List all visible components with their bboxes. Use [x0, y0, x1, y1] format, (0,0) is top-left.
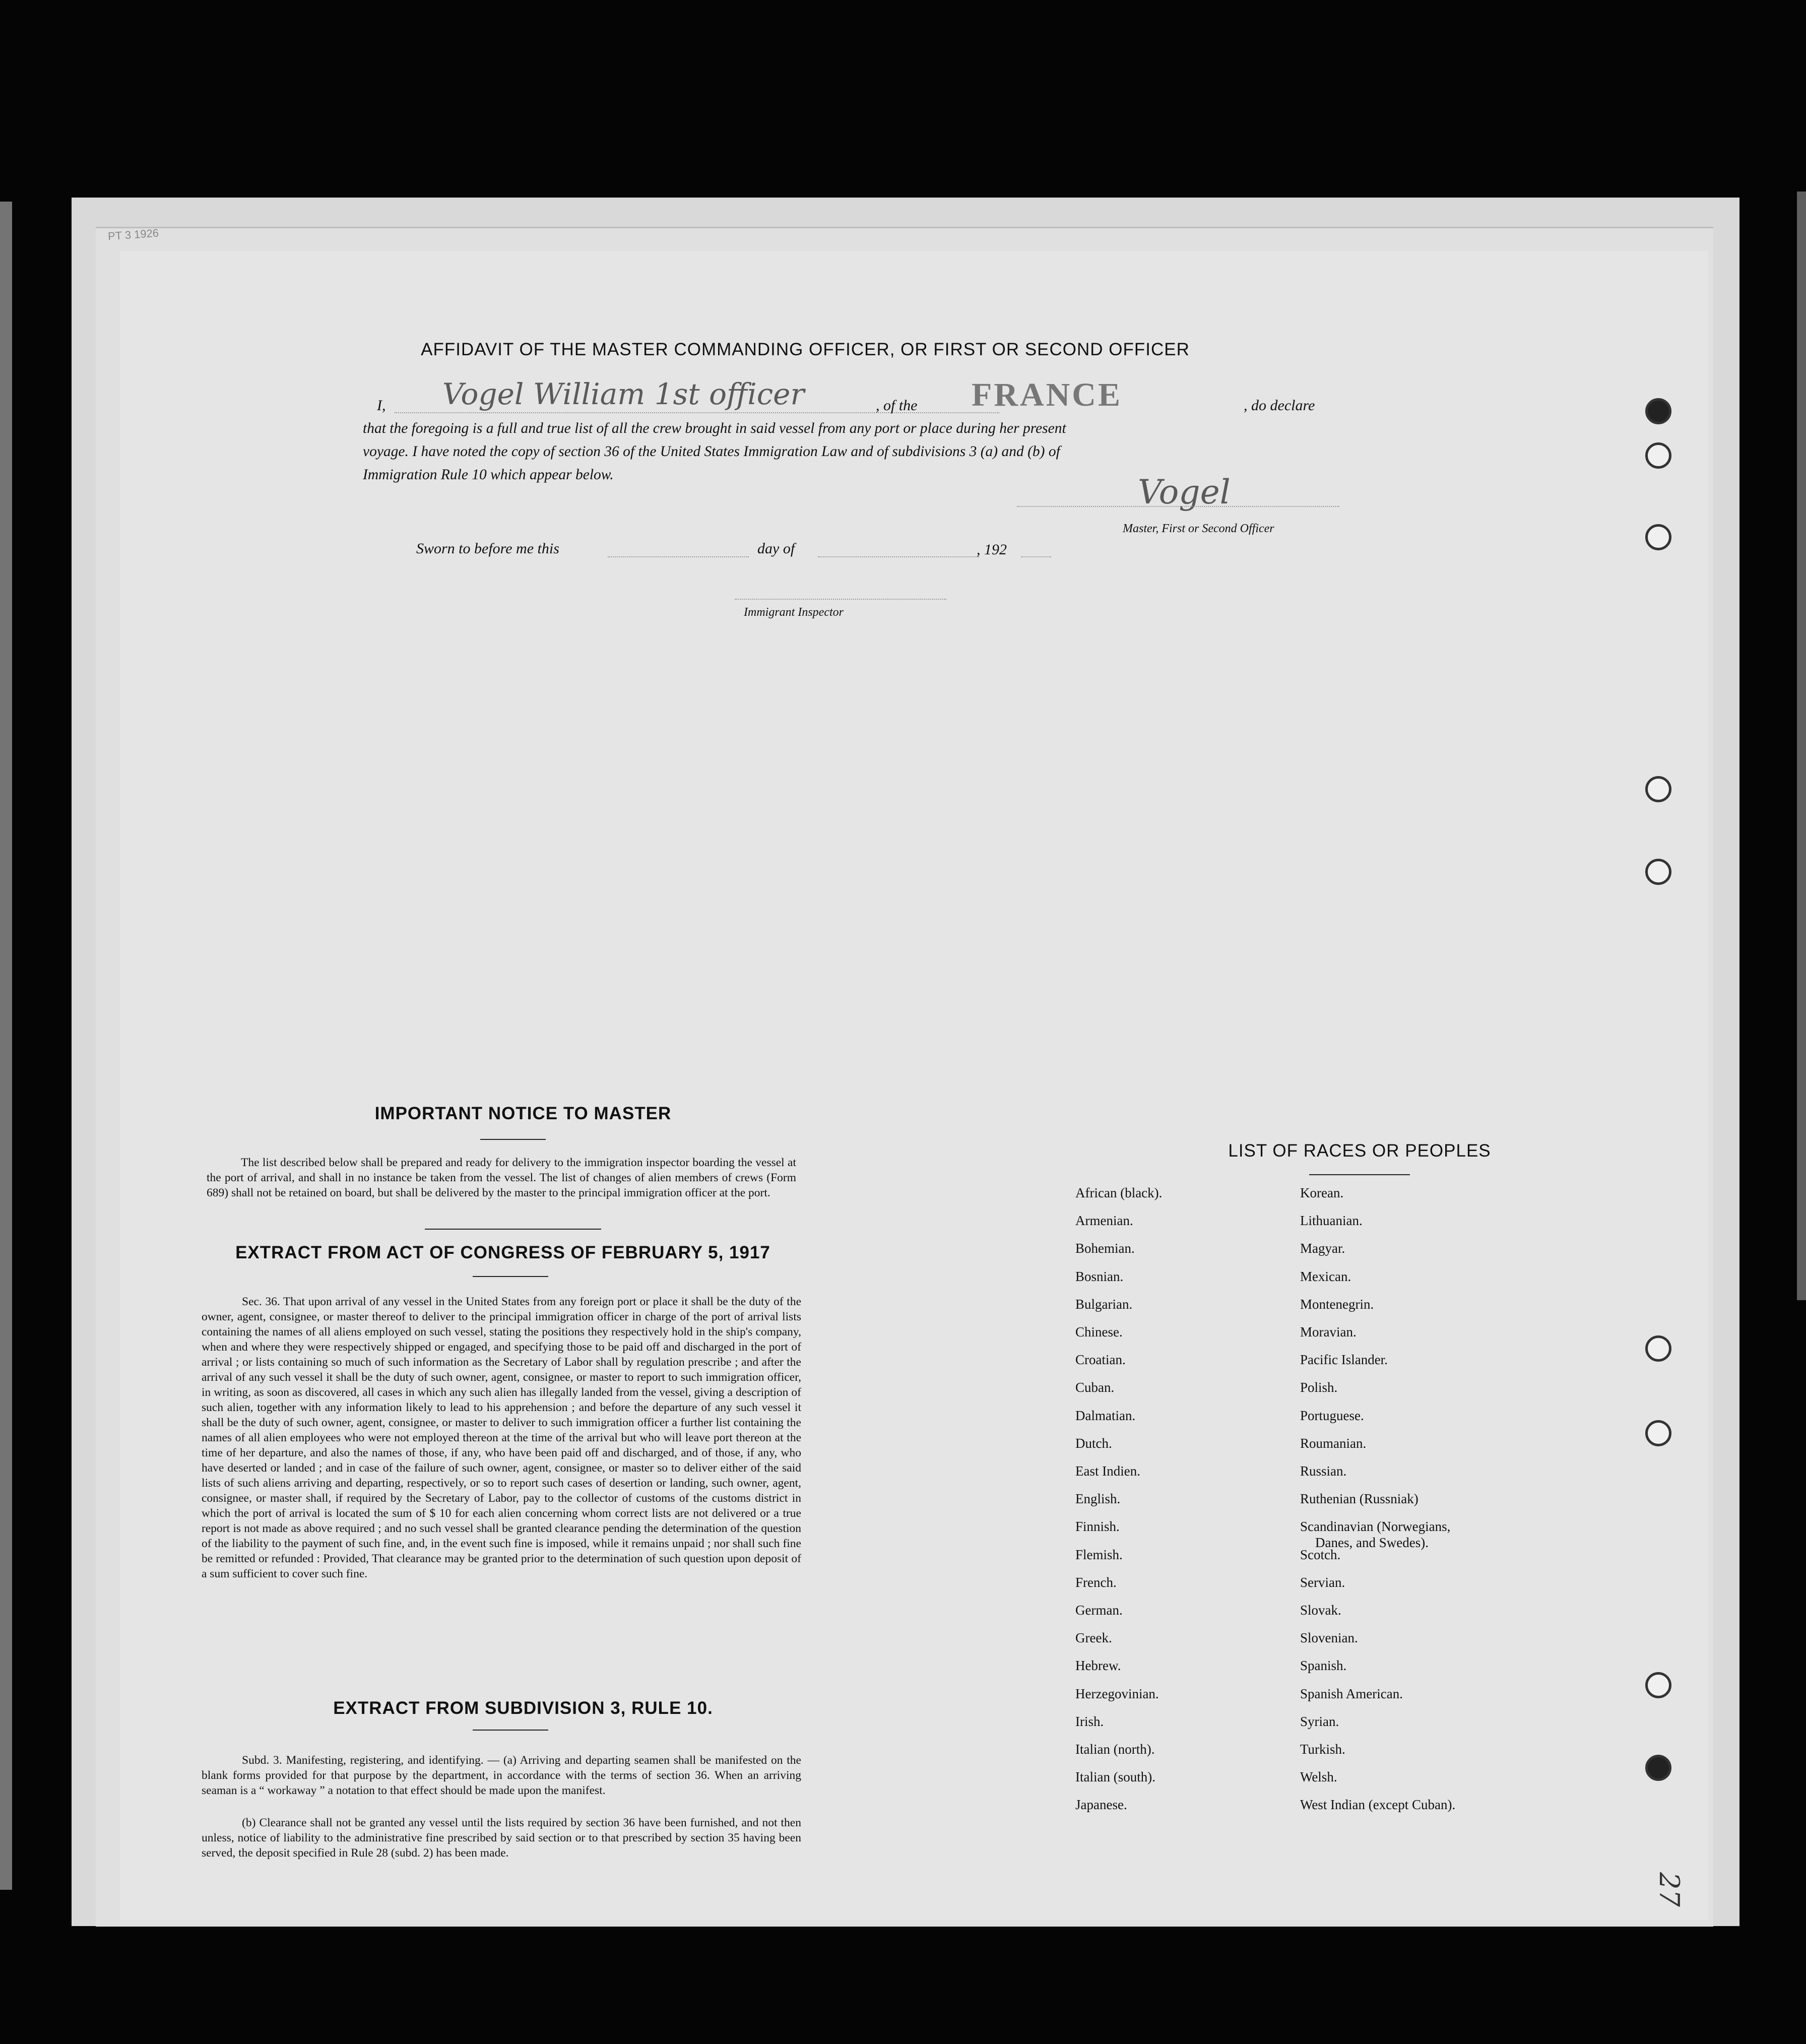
extract-rule-rule	[473, 1730, 548, 1731]
race-item: Polish.	[1300, 1380, 1338, 1395]
race-item: Italian (south).	[1075, 1769, 1155, 1785]
race-item: Bohemian.	[1075, 1241, 1135, 1256]
officer-name-handwritten: Vogel William 1st officer	[442, 377, 805, 411]
notice-text: The list described below shall be prepared and ready for delivery to the immigration inspector boarding the vessel at the port of arrival, and shall in no instance be taken from the vessel. The list of changes of alien members of crews (Form 689) shall not be retained on board, but shall be delivered by the master to the principal immigration officer at the port.	[207, 1156, 796, 1199]
extract-act-text: Sec. 36. That upon arrival of any vessel in the United States from any foreign port or place it shall be the duty of the owner, agent, consignee, or master thereof to deliver to the principal immigration officer in charge of the port of arrival lists containing the names of all aliens employed on such vessel, stating the positions they respectively hold in the ship's company, when and where they were respectively shipped or engaged, and specifying those to be paid off and discharged in the port of arrival ; or lists containing so much of such information as the Secretary of Labor shall by regulation prescribe ; and after the arrival of any such vessel it shall be the duty of such owner, agent, consignee, or master to report to such immigration officer, in writing, as soon as discovered, all cases in which any such alien has illegally landed from the vessel, giving a description of such alien, together with any information likely to lead to his apprehension ; and before the departure of any such vessel it shall be the duty of such owner, agent, consignee, or master to deliver to such immigration officer a further list containing the names of all alien employees who were not employed thereon at the time of the arrival but who will leave port thereon at the time of her departure, and also the names of those, if any, who have been paid off and discharged, and of those, if any, who have deserted or landed ; and in case of the failure of such owner, agent, consignee, or master so to deliver either of the said lists of such aliens arriving and departing, respectively, or so to report such cases of desertion or landing, such owner, agent, consignee, or master shall, if required by the Secretary of Labor, pay to the collector of customs of the customs district in which the port of arrival is located the sum of $ 10 for each alien concerning whom correct lists are not delivered or a true report is not made as above required ; and no such vessel shall be granted clearance pending the determination of the question of the liability to the payment of such fine, and, in the event such fine is imposed, while it remains unpaid ; nor shall such fine be remitted or refunded : Provided, That clearance may be granted prior to the determination of such question upon deposit of a sum sufficient to cover such fine.	[202, 1295, 801, 1580]
declaration-line-3: Immigration Rule 10 which appear below.	[363, 467, 614, 483]
scan-edge-right	[1797, 191, 1806, 1300]
race-item: Finnish.	[1075, 1519, 1120, 1535]
race-item: Spanish.	[1300, 1658, 1347, 1674]
extract-rule-text-b: (b) Clearance shall not be granted any vessel until the lists required by section 36 have been furnished, and not then unless, notice of liability to the administrative fine prescribed by said section or to that prescribed by section 35 having been served, the deposit specified in Rule 28 (subd. 2) has been made.	[202, 1816, 801, 1860]
document-page	[120, 251, 1708, 1920]
race-item: Magyar.	[1300, 1241, 1345, 1256]
race-item: Slovenian.	[1300, 1630, 1358, 1646]
race-item: Bosnian.	[1075, 1268, 1124, 1284]
races-rule	[1309, 1174, 1410, 1175]
notice-rule	[480, 1139, 546, 1140]
race-item: Danes, and Swedes).	[1315, 1535, 1429, 1551]
signature-handwritten: Vogel	[1138, 473, 1231, 512]
do-declare-label: , do declare	[1244, 397, 1315, 414]
sworn-label: Sworn to before me this	[416, 540, 559, 557]
sworn-day-line	[608, 556, 749, 557]
year-label: , 192	[977, 541, 1007, 558]
race-item: Greek.	[1075, 1630, 1112, 1646]
race-item: African (black).	[1075, 1185, 1163, 1200]
race-item: Lithuanian.	[1300, 1213, 1363, 1229]
binder-hole	[1645, 442, 1671, 469]
race-item: Flemish.	[1075, 1547, 1123, 1562]
race-item: Portuguese.	[1300, 1408, 1364, 1423]
race-item: Bulgarian.	[1075, 1296, 1133, 1312]
binder-hole	[1645, 1672, 1671, 1698]
signature-caption: Master, First or Second Officer	[1123, 522, 1274, 535]
race-item: Moravian.	[1300, 1324, 1357, 1339]
race-item: Korean.	[1300, 1185, 1344, 1200]
corner-stamp: PT 3 1926	[107, 226, 159, 243]
binder-hole	[1645, 776, 1671, 802]
race-item: West Indian (except Cuban).	[1300, 1797, 1456, 1813]
race-item: Montenegrin.	[1300, 1296, 1374, 1312]
signature-line	[1017, 506, 1339, 507]
race-item: Armenian.	[1075, 1213, 1133, 1229]
sworn-month-line	[818, 556, 979, 557]
race-item: Slovak.	[1300, 1603, 1341, 1618]
race-item: East Indien.	[1075, 1463, 1140, 1479]
race-item: English.	[1075, 1491, 1121, 1507]
declaration-line-2: voyage. I have noted the copy of section 36 of the United States Immigration Law and of subdivisions 3 (a) and (b) of	[363, 443, 1060, 460]
race-item: Irish.	[1075, 1713, 1104, 1729]
race-item: Pacific Islander.	[1300, 1352, 1388, 1368]
race-item: Turkish.	[1300, 1742, 1345, 1757]
race-item: Syrian.	[1300, 1713, 1339, 1729]
race-item: Servian.	[1300, 1574, 1345, 1590]
race-item: Mexican.	[1300, 1268, 1351, 1284]
race-item: Dalmatian.	[1075, 1408, 1136, 1423]
race-item: Spanish American.	[1300, 1686, 1403, 1701]
extract-act-title: EXTRACT FROM ACT OF CONGRESS OF FEBRUARY 5, 1917	[235, 1243, 770, 1262]
inspector-line	[735, 599, 946, 600]
race-item: Japanese.	[1075, 1797, 1127, 1813]
binder-hole	[1645, 1420, 1671, 1446]
binder-hole	[1645, 1755, 1671, 1781]
extract-act-rule	[473, 1276, 548, 1277]
race-item: German.	[1075, 1603, 1123, 1618]
race-item: Chinese.	[1075, 1324, 1123, 1339]
race-item: Scandinavian (Norwegians,	[1300, 1519, 1451, 1535]
race-item: Herzegovinian.	[1075, 1686, 1159, 1701]
declaration-line-1: that the foregoing is a full and true list of all the crew brought in said vessel from any port or place during her present	[363, 420, 1066, 436]
day-of-label: day of	[757, 540, 795, 557]
races-title: LIST OF RACES OR PEOPLES	[1228, 1141, 1491, 1161]
race-item: Italian (north).	[1075, 1742, 1155, 1757]
race-item: French.	[1075, 1574, 1117, 1590]
race-item: Cuban.	[1075, 1380, 1115, 1395]
binder-hole	[1645, 524, 1671, 550]
race-item: Scotch.	[1300, 1547, 1341, 1562]
i-label: I,	[377, 397, 386, 414]
binder-hole	[1645, 398, 1671, 424]
race-item: Welsh.	[1300, 1769, 1337, 1785]
page-number: 27	[1653, 1872, 1685, 1907]
race-item: Croatian.	[1075, 1352, 1126, 1368]
extract-rule-text-a: Subd. 3. Manifesting, registering, and identifying. — (a) Arriving and departing seamen shall be manifested on the blank forms provided for that purpose by the department, in accordance with the terms of section 36. When an arriving seaman is a “ workaway ” a notation to that effect should be made upon the manifest.	[202, 1754, 801, 1797]
race-item: Ruthenian (Russniak)	[1300, 1491, 1418, 1507]
year-line	[1021, 556, 1051, 557]
binder-hole	[1645, 859, 1671, 885]
scan-edge-left	[0, 202, 12, 1890]
race-item: Russian.	[1300, 1463, 1347, 1479]
inspector-caption: Immigrant Inspector	[744, 606, 844, 619]
race-item: Hebrew.	[1075, 1658, 1121, 1674]
notice-bottom-rule	[425, 1229, 601, 1230]
vessel-stamp: FRANCE	[972, 376, 1122, 413]
race-item: Dutch.	[1075, 1435, 1112, 1451]
extract-rule-title: EXTRACT FROM SUBDIVISION 3, RULE 10.	[333, 1698, 713, 1718]
binder-hole	[1645, 1335, 1671, 1362]
notice-title: IMPORTANT NOTICE TO MASTER	[374, 1104, 672, 1123]
affidavit-title: AFFIDAVIT OF THE MASTER COMMANDING OFFICER, OR FIRST OR SECOND OFFICER	[421, 340, 1190, 359]
race-item: Roumanian.	[1300, 1435, 1367, 1451]
of-the-label: , of the	[876, 397, 918, 414]
